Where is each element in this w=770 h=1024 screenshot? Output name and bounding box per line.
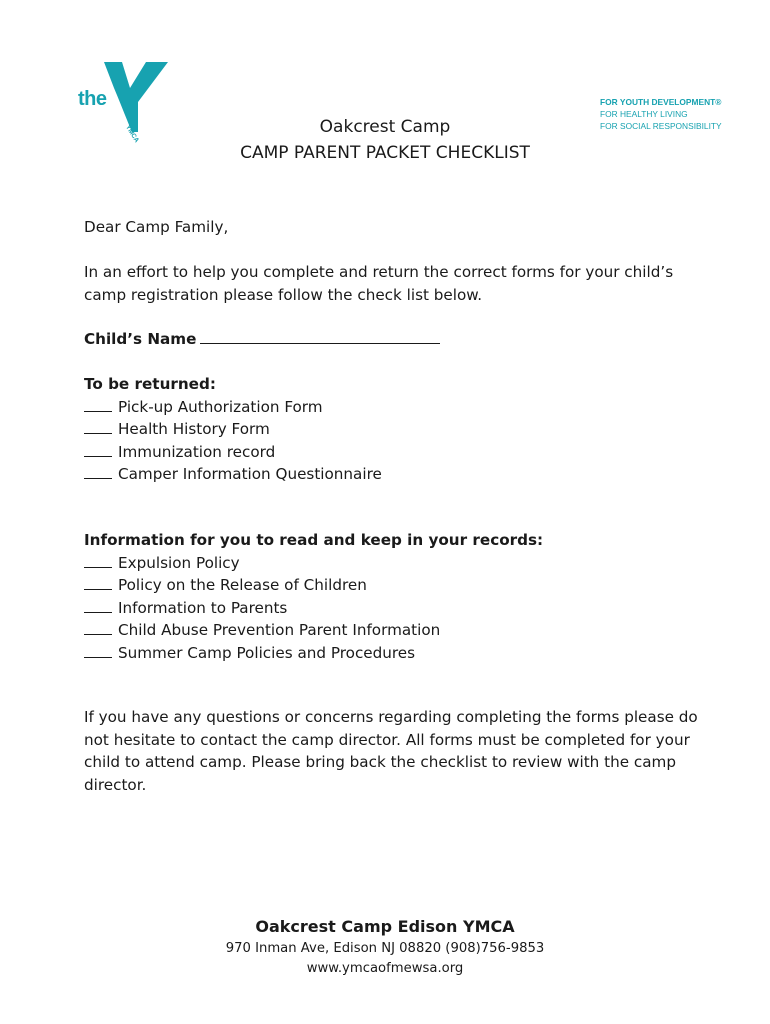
- return-section: [84, 373, 704, 486]
- keep-item: [84, 619, 704, 642]
- checkbox-blank[interactable]: [84, 419, 112, 434]
- logo-ymca-text: YMCA: [124, 124, 141, 144]
- checkbox-blank[interactable]: [84, 464, 112, 479]
- keep-item-label: Policy on the Release of Children: [118, 576, 367, 594]
- intro-paragraph: [84, 261, 704, 306]
- child-name-row: [84, 328, 704, 351]
- closing-line: not hesitate to contact the camp director. All forms must be completed for your: [84, 730, 690, 749]
- return-item: [84, 463, 704, 486]
- return-item-label: Camper Information Questionnaire: [118, 465, 382, 483]
- closing-paragraph: [84, 706, 704, 796]
- child-name-label: Child’s Name: [84, 330, 197, 348]
- keep-item: [84, 642, 704, 665]
- checkbox-blank[interactable]: [84, 620, 112, 635]
- checkbox-blank[interactable]: [84, 643, 112, 658]
- checkbox-blank[interactable]: [84, 397, 112, 412]
- keep-section: [84, 529, 704, 664]
- return-item: [84, 418, 704, 441]
- keep-item: [84, 552, 704, 575]
- keep-item-label: Expulsion Policy: [118, 553, 240, 572]
- footer: [0, 915, 770, 979]
- intro-line: camp registration please follow the check list below.: [84, 285, 483, 304]
- keep-item-label: Child Abuse Prevention Parent Information: [118, 621, 441, 639]
- return-item: [84, 396, 704, 419]
- keep-item: [84, 574, 704, 597]
- document-header: [0, 114, 770, 166]
- intro-line: In an effort to help you complete and return the correct forms for your child’s: [84, 263, 674, 281]
- return-heading: To be returned:: [84, 375, 216, 393]
- footer-address: 970 Inman Ave, Edison NJ 08820 (908)756-9853: [225, 941, 545, 956]
- return-item-label: Immunization record: [118, 442, 276, 461]
- greeting: [84, 216, 704, 239]
- child-name-field[interactable]: [200, 329, 440, 344]
- tagline-line: FOR HEALTHY LIVING: [600, 109, 688, 119]
- footer-website[interactable]: www.ymcaofmewsa.org: [306, 961, 464, 976]
- return-item-label: Pick-up Authorization Form: [118, 397, 323, 416]
- checkbox-blank[interactable]: [84, 553, 112, 568]
- keep-item: [84, 597, 704, 620]
- greeting-text: Dear Camp Family,: [84, 218, 229, 236]
- return-item-label: Health History Form: [118, 420, 270, 438]
- tagline-line: FOR SOCIAL RESPONSIBILITY: [600, 121, 722, 131]
- closing-line: If you have any questions or concerns regarding completing the forms please do: [84, 708, 698, 726]
- checkbox-blank[interactable]: [84, 442, 112, 457]
- logo-the-text: the: [78, 88, 107, 110]
- keep-item-label: Summer Camp Policies and Procedures: [118, 643, 416, 662]
- closing-line: director.: [84, 775, 147, 794]
- document-title: CAMP PARENT PACKET CHECKLIST: [240, 143, 530, 163]
- footer-org: Oakcrest Camp Edison YMCA: [255, 917, 515, 936]
- checkbox-blank[interactable]: [84, 575, 112, 590]
- keep-heading: Information for you to read and keep in your records:: [84, 531, 544, 549]
- closing-line: child to attend camp. Please bring back the checklist to review with the camp: [84, 753, 676, 771]
- checkbox-blank[interactable]: [84, 598, 112, 613]
- keep-item-label: Information to Parents: [118, 598, 288, 617]
- return-item: [84, 441, 704, 464]
- camp-name: Oakcrest Camp: [319, 117, 451, 137]
- tagline-line: FOR YOUTH DEVELOPMENT®: [600, 97, 722, 107]
